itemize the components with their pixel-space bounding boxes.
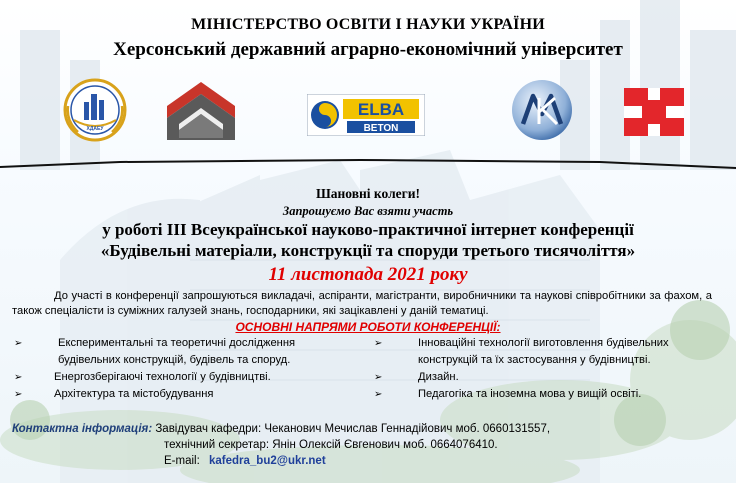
direction-item: ➢ Дизайн. <box>374 369 719 386</box>
invitation-text: Запрошуємо Вас взяти участь <box>282 204 454 218</box>
email-link[interactable]: kafedra_bu2@ukr.net <box>208 455 326 467</box>
conference-line-1: у роботі ІІІ Всеукраїнської науково-практичної інтернет конференції <box>102 220 634 239</box>
technical-secretary: технічний секретар: Янін Олексій Євгенович моб. 0664076410. <box>164 439 498 451</box>
contact-label: Контактна інформація: <box>12 423 153 435</box>
directions-heading: ОСНОВНІ НАПРЯМИ РОБОТИ КОНФЕРЕНЦІЇ: <box>235 320 501 334</box>
university-emblem-logo <box>60 76 130 144</box>
elba-sub-text: BETON <box>363 123 399 134</box>
arrow-bullet-icon: ➢ <box>14 338 23 349</box>
greeting: Шановні колеги! <box>315 186 421 201</box>
direction-item: ➢ Інноваційні технології виготовлення будівельних конструкцій та їх застосування у будівництві. <box>374 337 669 366</box>
direction-item: ➢ Педагогіка та іноземна мова у вищій освіті. <box>374 386 719 403</box>
arrow-bullet-icon: ➢ <box>14 389 23 400</box>
header-divider <box>0 157 736 171</box>
intro-paragraph: До участі в конференції запрошуються викладачі, аспіранти, магістранти, виробничники та наукові співробітники за фахом, а також спеціалісти із суміжних галузей знань, господарники, які зацікавлені у даній тематиці. <box>12 290 712 317</box>
logos-row <box>0 72 736 158</box>
contact-info <box>12 421 732 469</box>
directions-left-column <box>14 335 366 403</box>
elba-text: ELBA <box>357 100 405 119</box>
email-label: E-mail: <box>164 455 200 467</box>
arrow-bullet-icon: ➢ <box>374 372 383 383</box>
university-logo-text: ХДАЕУ <box>86 126 104 132</box>
direction-item: ➢ Експериментальні та теоретичні дослідження будівельних конструкцій, будівель та споруд. <box>14 337 296 366</box>
construction-chevron-logo <box>165 78 237 142</box>
head-of-department: Завідувач кафедри: Чеканович Мечислав Геннадійович моб. 0660131557, <box>155 423 551 435</box>
blue-circle-mk-logo <box>509 78 575 142</box>
direction-item: ➢ Енергозберігаючі технології у будівництві. <box>14 369 366 386</box>
university-title: Херсонський державний аграрно-економічний університет <box>113 39 623 60</box>
directions-right-column <box>374 335 719 403</box>
arrow-bullet-icon: ➢ <box>374 338 383 349</box>
arrow-bullet-icon: ➢ <box>374 389 383 400</box>
direction-item: ➢ Архітектура та містобудування <box>14 386 366 403</box>
arrow-bullet-icon: ➢ <box>14 372 23 383</box>
conference-title: «Будівельні матеріали, конструкції та споруди третього тисячоліття» <box>100 241 636 260</box>
conference-date: 11 листопада 2021 року <box>268 264 468 285</box>
ministry-title: МІНІСТЕРСТВО ОСВІТИ І НАУКИ УКРАЇНИ <box>191 16 545 33</box>
elba-beton-logo <box>307 94 425 136</box>
red-square-logo <box>624 88 684 136</box>
